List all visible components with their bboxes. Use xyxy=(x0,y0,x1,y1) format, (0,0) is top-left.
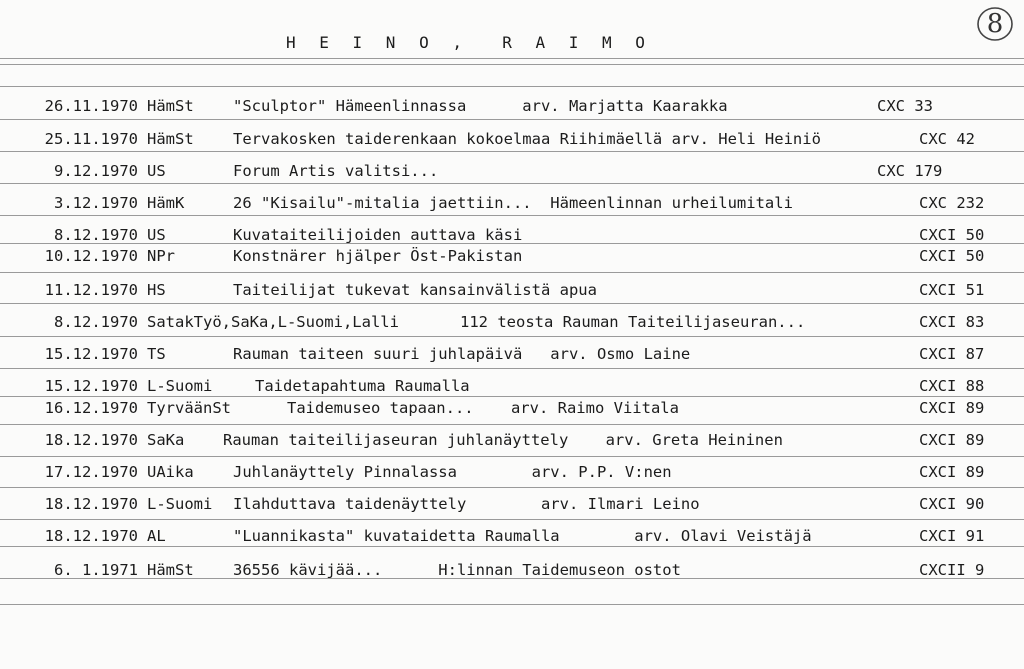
entry-ref: CXCI 83 xyxy=(919,313,985,331)
card-entry xyxy=(0,495,1024,515)
entry-ref: CXC 33 xyxy=(877,97,933,115)
entry-text: Ilahduttava taidenäyttely arv. Ilmari Leino xyxy=(233,495,700,513)
entry-source: AL xyxy=(147,527,166,545)
entry-date: 25.11.1970 xyxy=(44,130,138,148)
entry-date: 15.12.1970 xyxy=(44,377,138,395)
rule-line xyxy=(0,58,1024,59)
card-title: H E I N O , R A I M O xyxy=(286,33,652,52)
entry-text: Rauman taiteilijaseuran juhlanäyttely arv. Greta Heininen xyxy=(223,431,783,449)
entry-source: HämK xyxy=(147,194,185,212)
entry-ref: CXCI 88 xyxy=(919,377,985,395)
entry-text: Taiteilijat tukevat kansainvälistä apua xyxy=(233,281,597,299)
rule-line xyxy=(0,86,1024,87)
entry-date: 15.12.1970 xyxy=(44,345,138,363)
card-entry xyxy=(0,247,1024,267)
entry-ref: CXCI 51 xyxy=(919,281,985,299)
card-number: 8 xyxy=(986,9,1004,39)
entry-date: 18.12.1970 xyxy=(44,431,138,449)
entry-text: Forum Artis valitsi... xyxy=(233,162,439,180)
entry-ref: CXC 42 xyxy=(919,130,975,148)
entry-date: 9.12.1970 xyxy=(54,162,138,180)
entry-source: HS xyxy=(147,281,166,299)
entry-text: 26 "Kisailu"-mitalia jaettiin... Hämeenlinnan urheilumitali xyxy=(233,194,793,212)
entry-text: 36556 kävijää... H:linnan Taidemuseon ostot xyxy=(233,561,681,579)
entry-text: 112 teosta Rauman Taiteilijaseuran... xyxy=(460,313,806,331)
entry-date: 10.12.1970 xyxy=(44,247,138,265)
entry-source: TS xyxy=(147,345,166,363)
entry-text: "Sculptor" Hämeenlinnassa arv. Marjatta Kaarakka xyxy=(233,97,728,115)
card-entry xyxy=(0,561,1024,581)
entry-ref: CXCI 89 xyxy=(919,431,985,449)
rule-line xyxy=(0,183,1024,184)
entry-text: Juhlanäyttely Pinnalassa arv. P.P. V:nen xyxy=(233,463,672,481)
entry-date: 8.12.1970 xyxy=(54,226,138,244)
entry-source: L-Suomi xyxy=(147,377,213,395)
card-entry xyxy=(0,527,1024,547)
rule-line xyxy=(0,368,1024,369)
rule-line xyxy=(0,119,1024,120)
entry-source: HämSt xyxy=(147,130,194,148)
entry-date: 26.11.1970 xyxy=(44,97,138,115)
entry-source: SatakTyö,SaKa,L-Suomi,Lalli xyxy=(147,313,399,331)
rule-line xyxy=(0,604,1024,605)
entry-ref: CXCI 50 xyxy=(919,247,985,265)
entry-source: US xyxy=(147,162,166,180)
card-entry xyxy=(0,194,1024,214)
entry-ref: CXCI 91 xyxy=(919,527,985,545)
entry-date: 6. 1.1971 xyxy=(54,561,138,579)
entry-ref: CXCI 90 xyxy=(919,495,985,513)
card-entry xyxy=(0,399,1024,419)
entry-text: Taidetapahtuma Raumalla xyxy=(255,377,470,395)
entry-ref: CXCI 89 xyxy=(919,399,985,417)
entry-date: 11.12.1970 xyxy=(44,281,138,299)
card-number-badge xyxy=(975,4,1015,44)
entry-text: Konstnärer hjälper Öst-Pakistan xyxy=(233,247,523,265)
rule-line xyxy=(0,64,1024,65)
rule-line xyxy=(0,519,1024,520)
card-entry xyxy=(0,345,1024,365)
entry-date: 16.12.1970 xyxy=(44,399,138,417)
entry-text: Rauman taiteen suuri juhlapäivä arv. Osmo Laine xyxy=(233,345,691,363)
entry-ref: CXCI 89 xyxy=(919,463,985,481)
entry-text: Taidemuseo tapaan... arv. Raimo Viitala xyxy=(287,399,679,417)
rule-line xyxy=(0,303,1024,304)
entry-ref: CXCII 9 xyxy=(919,561,985,579)
card-entry xyxy=(0,281,1024,301)
entry-ref: CXCI 50 xyxy=(919,226,985,244)
rule-line xyxy=(0,424,1024,425)
rule-line xyxy=(0,487,1024,488)
entry-text: Tervakosken taiderenkaan kokoelmaa Riihimäellä arv. Heli Heiniö xyxy=(233,130,821,148)
entry-source: HämSt xyxy=(147,97,194,115)
card-entry xyxy=(0,313,1024,333)
entry-ref: CXC 232 xyxy=(919,194,985,212)
rule-line xyxy=(0,215,1024,216)
card-entry xyxy=(0,130,1024,150)
entry-date: 18.12.1970 xyxy=(44,495,138,513)
entry-source: US xyxy=(147,226,166,244)
entry-source: HämSt xyxy=(147,561,194,579)
rule-line xyxy=(0,336,1024,337)
entry-date: 3.12.1970 xyxy=(54,194,138,212)
entry-date: 18.12.1970 xyxy=(44,527,138,545)
card-entry xyxy=(0,377,1024,397)
entry-text: "Luannikasta" kuvataidetta Raumalla arv. Olavi Veistäjä xyxy=(233,527,812,545)
entry-source: NPr xyxy=(147,247,175,265)
entry-date: 17.12.1970 xyxy=(44,463,138,481)
rule-line xyxy=(0,456,1024,457)
entry-source: TyrväänSt xyxy=(147,399,231,417)
card-entry xyxy=(0,162,1024,182)
entry-ref: CXCI 87 xyxy=(919,345,985,363)
card-entry xyxy=(0,226,1024,246)
card-entry xyxy=(0,463,1024,483)
rule-line xyxy=(0,272,1024,273)
rule-line xyxy=(0,151,1024,152)
entry-source: SaKa xyxy=(147,431,185,449)
entry-source: L-Suomi xyxy=(147,495,213,513)
entry-ref: CXC 179 xyxy=(877,162,943,180)
card-entry xyxy=(0,431,1024,451)
entry-date: 8.12.1970 xyxy=(54,313,138,331)
entry-source: UAika xyxy=(147,463,194,481)
card-entry xyxy=(0,97,1024,117)
entry-text: Kuvataiteilijoiden auttava käsi xyxy=(233,226,523,244)
